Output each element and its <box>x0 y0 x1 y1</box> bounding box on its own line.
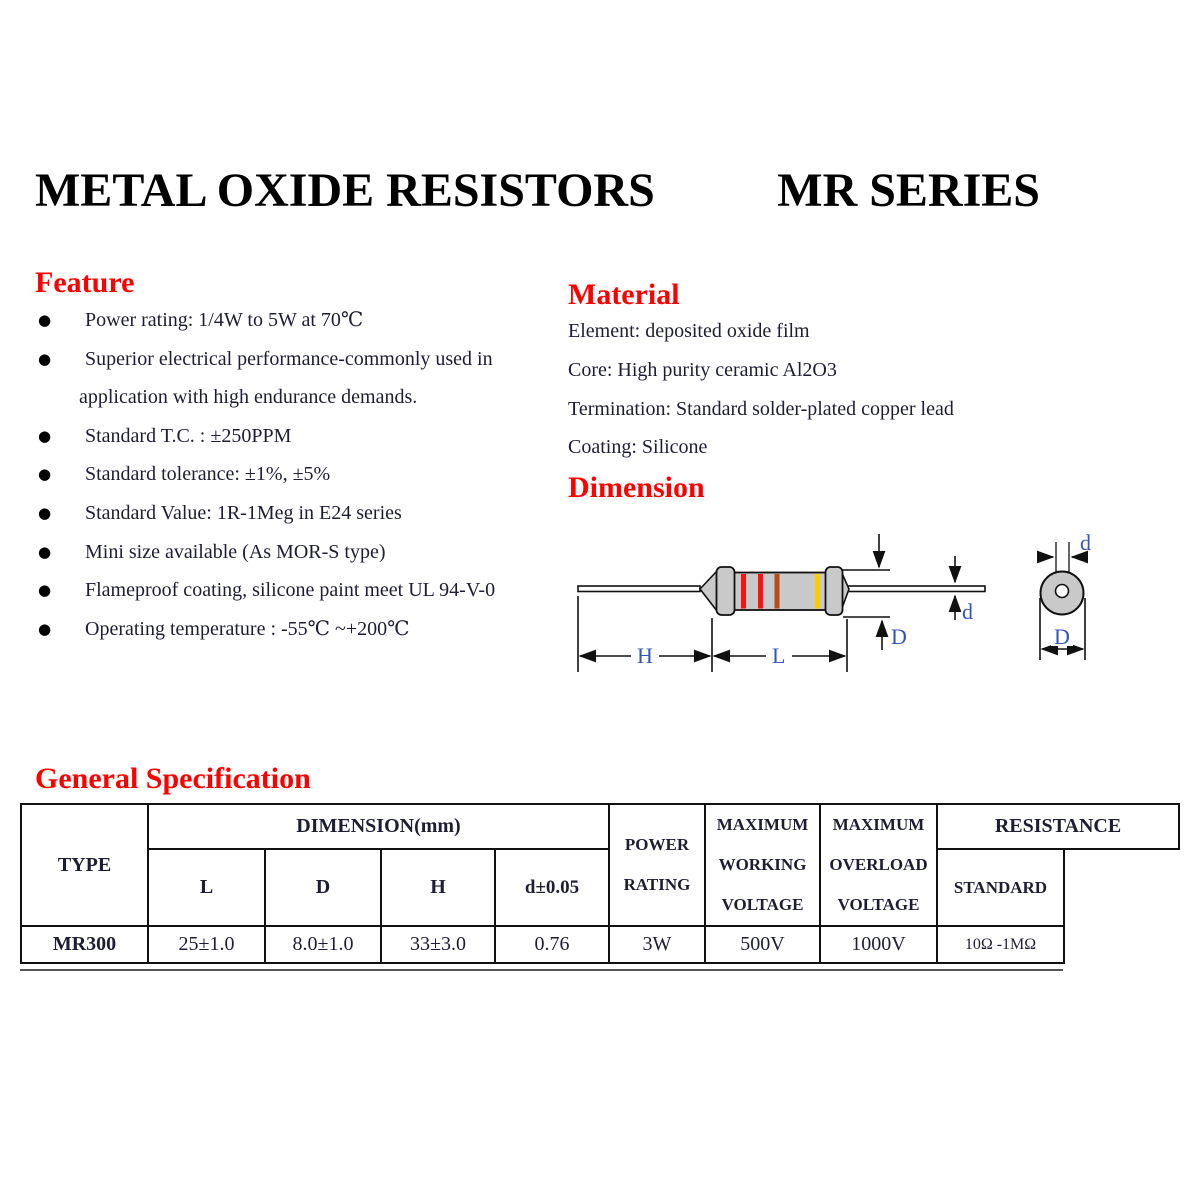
cell-d-tolerance: 0.76 <box>495 926 609 963</box>
table-void-cell <box>1064 849 1179 926</box>
feature-text: Standard Value: 1R-1Meg in E24 series <box>85 501 402 524</box>
feature-list <box>35 301 535 648</box>
feature-text: Superior electrical performance-commonly used in <box>85 347 493 370</box>
material-line: Coating: Silicone <box>568 436 708 459</box>
feature-item <box>35 533 535 572</box>
bullet-icon: ● <box>38 542 52 561</box>
end-lead-diameter-label: d <box>1080 530 1091 555</box>
table-void-cell <box>1064 926 1179 963</box>
color-band-1 <box>741 574 746 609</box>
title-product: METAL OXIDE RESISTORS <box>35 164 655 217</box>
col-header-L: L <box>148 849 265 926</box>
header-line: MAXIMUM <box>832 815 925 834</box>
feature-heading: Feature <box>35 266 135 299</box>
feature-item <box>35 301 535 340</box>
header-line: OVERLOAD <box>829 855 928 874</box>
bullet-icon: ● <box>38 619 52 638</box>
color-band-4 <box>815 574 820 609</box>
header-line: VOLTAGE <box>721 895 804 914</box>
end-body-diameter-label: D <box>1054 624 1070 649</box>
page-title <box>35 166 1040 216</box>
col-header-type: TYPE <box>21 804 148 926</box>
col-header-D: D <box>265 849 381 926</box>
feature-text: Operating temperature : -55℃ ~+200℃ <box>85 617 410 640</box>
material-line: Termination: Standard solder-plated copper lead <box>568 397 954 420</box>
header-line: WORKING <box>718 855 807 874</box>
bullet-icon: ● <box>38 503 52 522</box>
bullet-icon: ● <box>38 426 52 445</box>
dimension-heading: Dimension <box>568 471 705 504</box>
material-line: Core: High purity ceramic Al2O3 <box>568 358 837 381</box>
lead-length-label: H <box>637 643 653 668</box>
feature-text: Standard tolerance: ±1%, ±5% <box>85 463 331 486</box>
feature-item <box>35 494 535 533</box>
resistor-cap-left <box>717 567 735 615</box>
cell-D: 8.0±1.0 <box>265 926 381 963</box>
resistor-body <box>734 573 827 611</box>
header-line: VOLTAGE <box>837 895 920 914</box>
cell-resistance-standard: 10Ω -1MΩ <box>937 926 1064 963</box>
col-header-max-working-voltage <box>705 804 820 926</box>
dimension-diagram <box>560 520 1120 695</box>
lead-wire-left <box>578 586 700 592</box>
spec-table <box>20 803 1180 964</box>
body-length-label: L <box>772 643 786 668</box>
header-line: MAXIMUM <box>716 815 809 834</box>
material-heading: Material <box>568 278 680 311</box>
color-band-3 <box>775 574 780 609</box>
cell-H: 33±3.0 <box>381 926 495 963</box>
col-header-standard: STANDARD <box>937 849 1064 926</box>
resistor-cone-left <box>700 571 717 611</box>
bullet-icon: ● <box>38 311 52 329</box>
col-header-d-tolerance: d±0.05 <box>495 849 609 926</box>
color-band-2 <box>758 574 763 609</box>
feature-text: Mini size available (As MOR-S type) <box>85 540 386 563</box>
col-header-H: H <box>381 849 495 926</box>
end-view-lead-hole <box>1056 585 1069 598</box>
col-header-max-overload-voltage <box>820 804 937 926</box>
bullet-icon: ● <box>38 349 52 368</box>
lead-diameter-label: d <box>962 599 973 624</box>
header-line: RATING <box>623 875 691 894</box>
cell-power-rating: 3W <box>609 926 705 963</box>
feature-text: Standard T.C. : ±250PPM <box>85 424 292 447</box>
lead-wire-right <box>848 586 985 592</box>
feature-text: Flameproof coating, silicone paint meet UL 94-V-0 <box>85 579 496 602</box>
cell-max-overload-voltage: 1000V <box>820 926 937 963</box>
col-header-resistance-group: RESISTANCE <box>937 804 1179 849</box>
general-spec-heading: General Specification <box>35 762 311 795</box>
material-list <box>568 312 1028 467</box>
feature-item <box>35 571 535 610</box>
feature-item <box>35 455 535 494</box>
bullet-icon: ● <box>38 465 52 484</box>
feature-item <box>35 417 535 456</box>
feature-item <box>35 340 535 417</box>
bullet-icon: ● <box>38 581 52 600</box>
col-header-power-rating <box>609 804 705 926</box>
feature-item <box>35 610 535 649</box>
title-series: MR SERIES <box>777 164 1040 217</box>
table-crop-line <box>20 969 1063 971</box>
resistor-cap-right <box>826 567 843 615</box>
col-header-dimension-group: DIMENSION(mm) <box>148 804 609 849</box>
cell-type: MR300 <box>21 926 148 963</box>
header-line: POWER <box>624 835 690 854</box>
feature-text: Power rating: 1/4W to 5W at 70℃ <box>85 309 364 331</box>
body-diameter-label: D <box>891 624 907 649</box>
cell-max-working-voltage: 500V <box>705 926 820 963</box>
feature-text-continuation: application with high endurance demands. <box>79 386 418 409</box>
material-line: Element: deposited oxide film <box>568 320 810 342</box>
cell-L: 25±1.0 <box>148 926 265 963</box>
